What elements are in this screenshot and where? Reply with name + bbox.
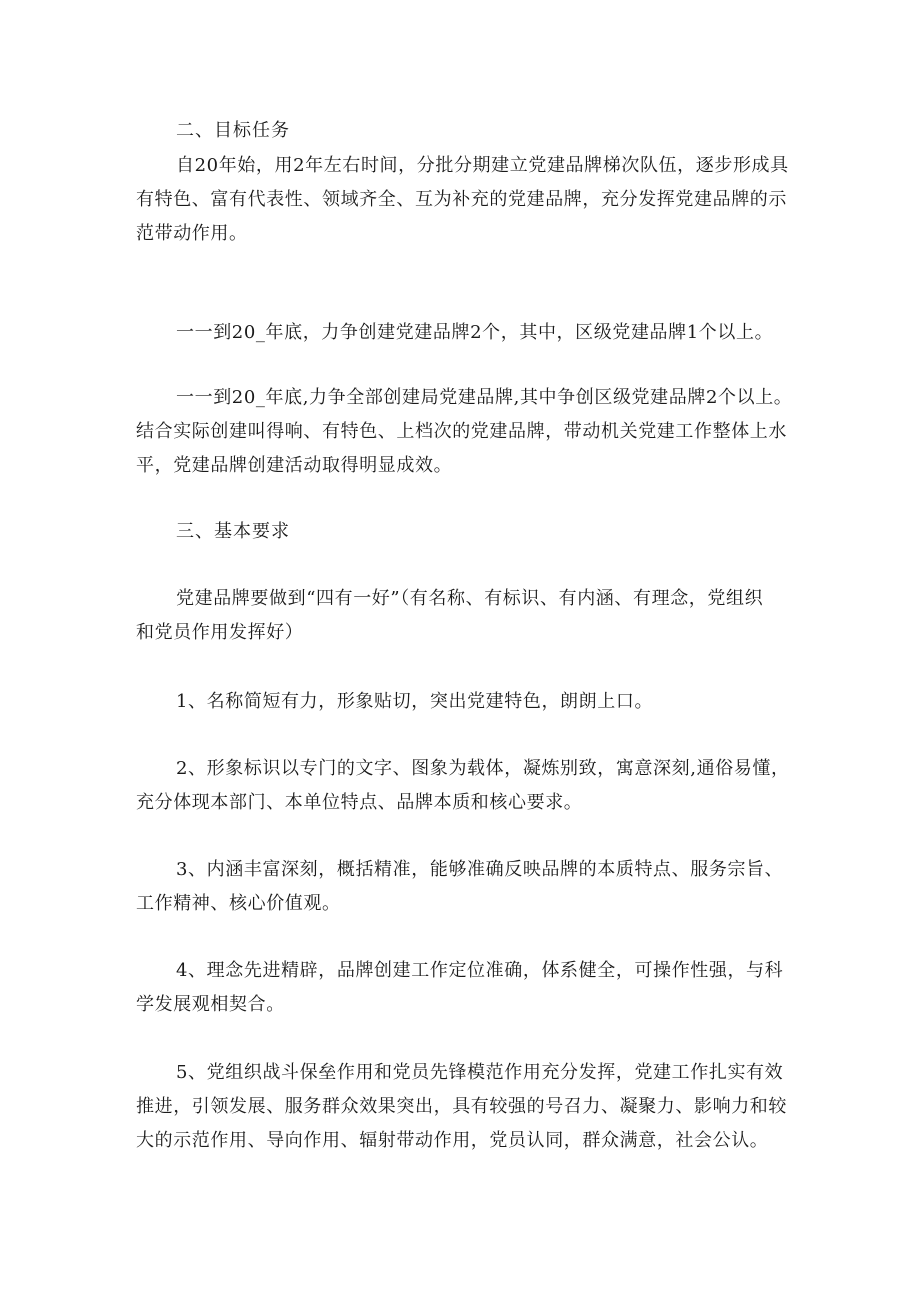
text-line: 结合实际创建叫得响、有特色、上档次的党建品牌，带动机关党建工作整体上水	[136, 421, 787, 442]
requirement-item-2	[136, 752, 796, 820]
text-line: 大的示范作用、导向作用、辐射带动作用，党员认同，群众满意，社会公认。	[136, 1130, 769, 1151]
text-line: 充分体现本部门、本单位特点、品牌本质和核心要求。	[136, 792, 583, 813]
text-line: 有特色、富有代表性、领域齐全、互为补充的党建品牌，充分发挥党建品牌的示	[136, 189, 787, 210]
text-line: 推进，引领发展、服务群众效果突出，具有较强的号召力、凝聚力、影响力和较	[136, 1096, 787, 1117]
text-line: 2、形象标识以专门的文字、图象为载体，凝炼别致，寓意深刻,通俗易懂，	[176, 758, 790, 779]
text-line: 平，党建品牌创建活动取得明显成效。	[136, 455, 453, 476]
requirement-item-5	[136, 1056, 796, 1158]
paragraph-requirements	[136, 582, 796, 650]
text-line: 5、党组织战斗保垒作用和党员先锋模范作用充分发挥，党建工作扎实有效	[176, 1062, 784, 1083]
section-heading-requirements	[136, 515, 796, 549]
text-line: 学发展观相契合。	[136, 994, 285, 1015]
paragraph-target-2	[136, 381, 796, 483]
section-heading-goals	[136, 114, 796, 148]
text-line: 1、名称简短有力，形象贴切，突出党建特色，朗朗上口。	[176, 691, 654, 712]
text-line: 三、基本要求	[176, 521, 290, 542]
requirement-item-3	[136, 853, 796, 921]
text-line: 工作精神、核心价值观。	[136, 893, 341, 914]
paragraph-target-1	[136, 316, 796, 350]
text-line: 党建品牌要做到“四有一好”（有名称、有标识、有内涵、有理念，党组织	[176, 588, 764, 609]
requirement-item-1	[136, 685, 796, 719]
text-line: 一一到20_年底,力争全部创建局党建品牌,其中争创区级党建品牌2个以上。	[176, 387, 793, 408]
text-line: 3、内涵丰富深刻，概括精准，能够准确反映品牌的本质特点、服务宗旨、	[176, 859, 784, 880]
paragraph-goal	[136, 149, 796, 251]
text-line: 二、目标任务	[176, 120, 290, 141]
text-line: 范带动作用。	[136, 223, 248, 244]
text-line: 一一到20_年底，力争创建党建品牌2个，其中，区级党建品牌1个以上。	[176, 322, 774, 343]
text-line: 4、理念先进精辟，品牌创建工作定位准确，体系健全，可操作性强，与科	[176, 960, 784, 981]
requirement-item-4	[136, 954, 796, 1022]
text-line: 自20年始，用2年左右时间，分批分期建立党建品牌梯次队伍，逐步形成具	[176, 155, 789, 176]
text-line: 和党员作用发挥好）	[136, 622, 304, 643]
